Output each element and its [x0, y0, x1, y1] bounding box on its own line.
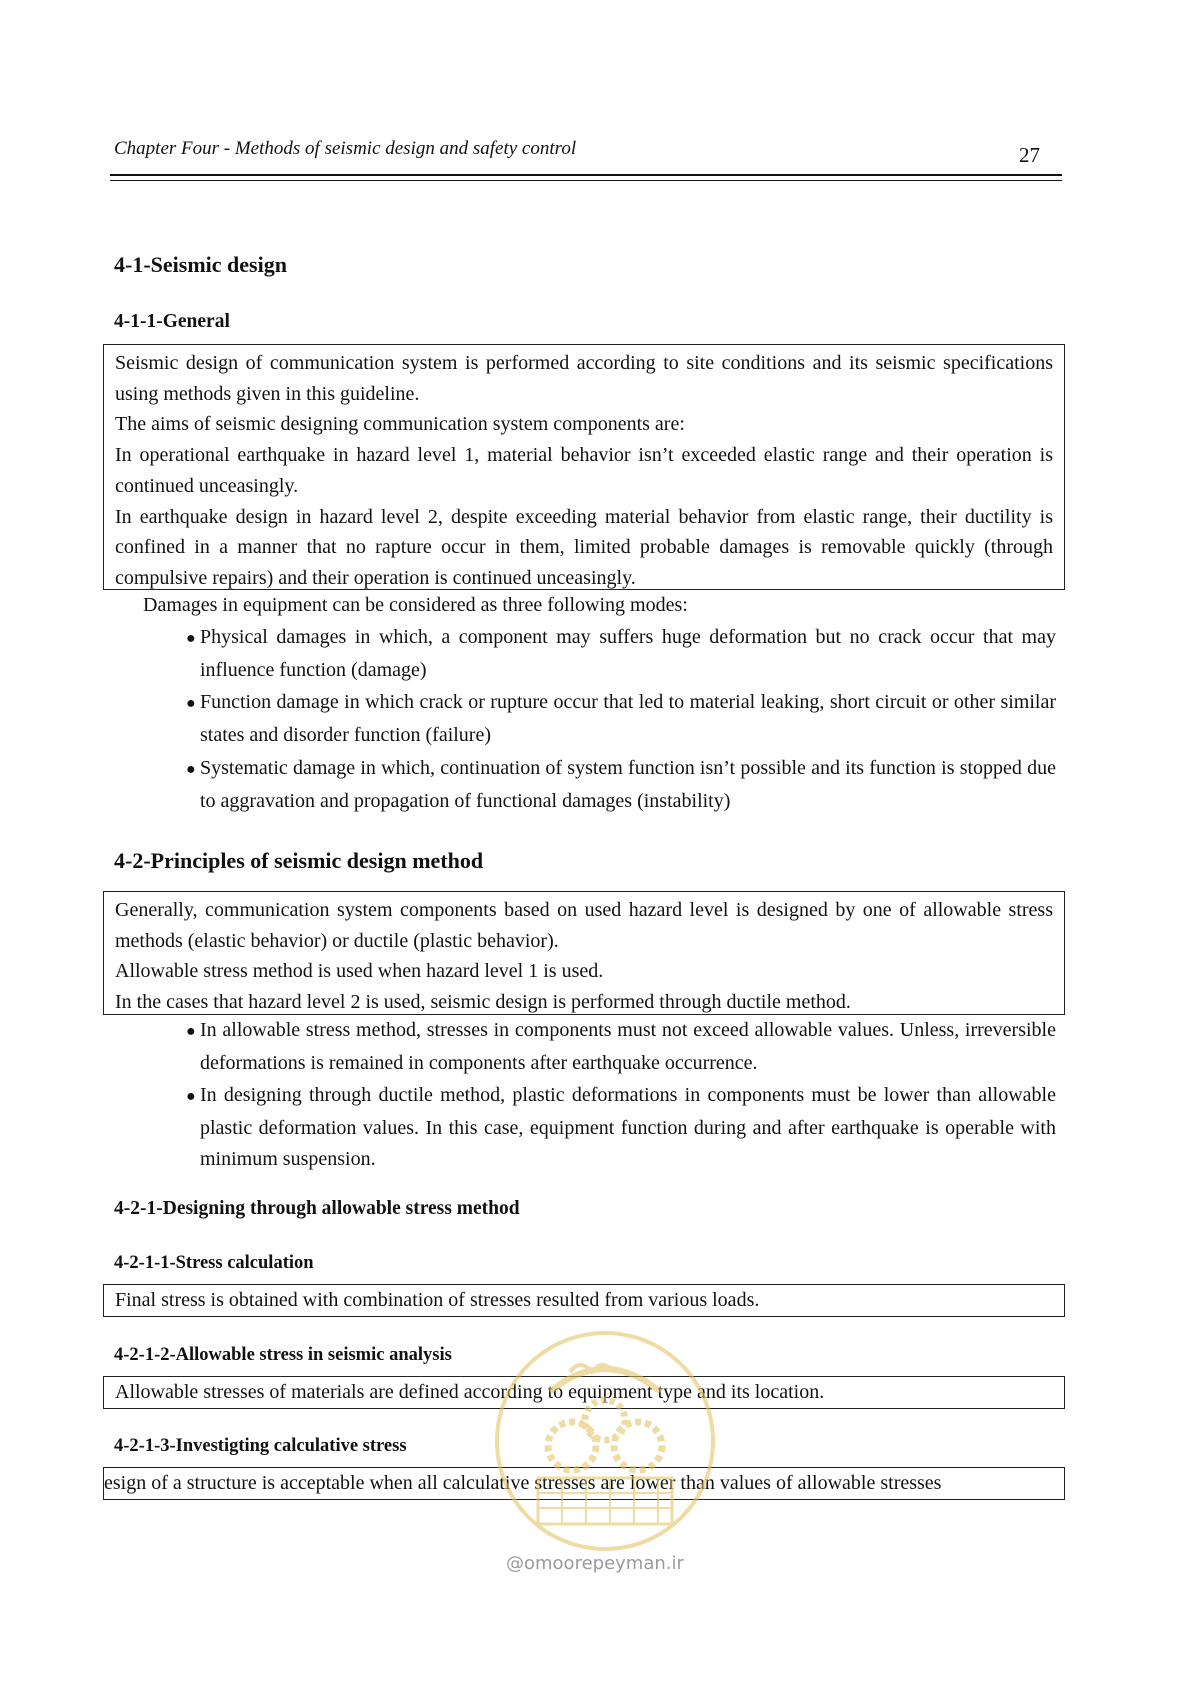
list-item: ● In designing through ductile method, plastic deformations in components must be lower than allowable plastic deformation values. In this case, equipment function during and after earthquake is operable with minimum suspension. [186, 1084, 1056, 1170]
principles-para-1: Generally, communication system components based on used hazard level is designed by one of allowable stress methods (elastic behavior) or ductile (plastic behavior). [115, 899, 1053, 952]
general-box [103, 344, 1065, 590]
principles-para-3: In the cases that hazard level 2 is used, seismic design is performed through ductile method. [115, 991, 851, 1014]
bullet-icon: ● [186, 630, 196, 647]
bullet-icon: ● [186, 1088, 196, 1106]
watermark-caption: @omoorepeyman.ir [506, 1553, 684, 1574]
principles-para-2: Allowable stress method is used when hazard level 1 is used. [115, 960, 604, 983]
section-heading-4-1: 4-1-Seismic design [114, 252, 287, 277]
allowable-stress-text: Allowable stresses of materials are defined according to equipment type and its location. [115, 1381, 825, 1403]
section-heading-4-1-1: 4-1-1-General [114, 311, 230, 332]
bullet-icon: ● [186, 760, 196, 778]
section-heading-4-2-1-3: 4-2-1-3-Investigting calculative stress [114, 1436, 407, 1456]
methods-list [171, 1015, 1056, 1177]
list-item: ● Systematic damage in which, continuation of system function isn’t possible and its function is stopped due to aggravation and propagation of functional damages (instability) [186, 756, 1056, 812]
general-para-1: Seismic design of communication system is performed according to site conditions and its seismic specifications using methods given in this guideline. [115, 352, 1053, 405]
calculative-stress-text: esign of a structure is acceptable when all calculative stresses are lower than values of allowable stresses [104, 1472, 942, 1494]
running-head: Chapter Four - Methods of seismic design and safety control [114, 138, 577, 159]
page-number: 27 [1019, 143, 1040, 167]
damage-modes-list [171, 622, 1056, 818]
section-heading-4-2-1: 4-2-1-Designing through allowable stress method [114, 1198, 520, 1219]
list-item: ● Physical damages in which, a component may suffers huge deformation but no crack occur that may influence function (damage) [186, 626, 1056, 681]
general-para-4: In earthquake design in hazard level 2, despite exceeding material behavior from elastic range, their ductility is confined in a manner that no rapture occur in them, limited probable damages is removable quickly (through compulsive repairs) and their operation is continued unceasingly. [115, 505, 1053, 589]
section-heading-4-2-1-1: 4-2-1-1-Stress calculation [114, 1253, 314, 1273]
damages-intro: Damages in equipment can be considered as three following modes: [143, 594, 688, 616]
general-para-2: The aims of seismic designing communication system components are: [115, 413, 685, 436]
principles-box [103, 891, 1065, 1015]
watermark-seal-icon [492, 1328, 718, 1554]
stress-calc-box [103, 1284, 1065, 1317]
section-heading-4-2-1-2: 4-2-1-2-Allowable stress in seismic analysis [114, 1345, 452, 1365]
general-para-3: In operational earthquake in hazard level 1, material behavior isn’t exceeded elastic range and their operation is continued unceasingly. [115, 444, 1053, 497]
list-item: ● In allowable stress method, stresses in components must not exceed allowable values. Unless, irreversible deformations is remained in components after earthquake occurrence. [186, 1019, 1056, 1074]
bullet-icon: ● [186, 1023, 196, 1040]
list-item: ● Function damage in which crack or rupture occur that led to material leaking, short circuit or other similar states and disorder function (failure) [186, 691, 1056, 747]
section-heading-4-2: 4-2-Principles of seismic design method [114, 848, 484, 873]
stress-calc-text: Final stress is obtained with combination of stresses resulted from various loads. [115, 1289, 760, 1311]
header-rule [110, 174, 1062, 181]
bullet-icon: ● [186, 695, 196, 713]
